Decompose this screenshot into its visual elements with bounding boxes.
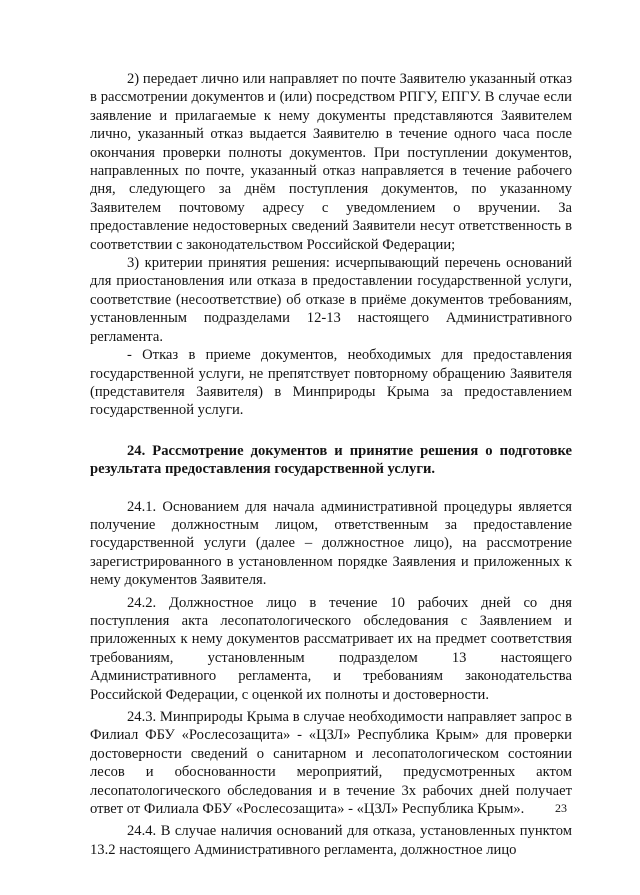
paragraph-24-2: 24.2. Должностное лицо в течение 10 рабочих дней со дня поступления акта лесопатологического обследования с Заявлением и приложенных к нему документов рассматривает их на предмет соответствия требованиям, установленным подразделом 13 настоящего Административного регламента, и требованиям законодательства Российской Федерации, с оценкой их полноты и достоверности. [90, 594, 572, 703]
section-heading: 24. Рассмотрение документов и принятие решения о подготовке результата предоставления государственной услуги. [90, 442, 572, 478]
document-page [90, 70, 572, 859]
paragraph-refusal-note: - Отказ в приеме документов, необходимых для предоставления государственной услуги, не препятствует повторному обращению Заявителя (представителя Заявителя) в Минприроды Крыма за предоставлением государственной услуги. [90, 347, 572, 419]
page-number: 23 [555, 801, 567, 815]
paragraph-24-3: 24.3. Минприроды Крыма в случае необходимости направляет запрос в Филиал ФБУ «Рослесозащита» - «ЦЗЛ» Республика Крым» для проверки достоверности сведений о санитарном и лесопатологическом состоянии лесов и обоснованности мероприятий, предусмотренных актом лесопатологического обследования и в течение 3х рабочих дней получает ответ от Филиала ФБУ «Рослесозащита» - «ЦЗЛ» Республика Крым». [90, 709, 572, 818]
paragraph-24-1: 24.1. Основанием для начала административной процедуры является получение должностным лицом, ответственным за предоставление государственной услуги (далее – должностное лицо), на рассмотрение зарегистрированного в установленном порядке Заявления и приложенных к нему документов Заявителя. [90, 498, 572, 589]
paragraph-decision-criteria: 3) критерии принятия решения: исчерпывающий перечень оснований для приостановления или отказа в предоставлении государственной услуги, соответствие (несоответствие) об отказе в приёме документов требованиям, установленным подразделами 12-13 настоящего Административного регламента. [90, 255, 572, 345]
paragraph-refusal-delivery: 2) передает лично или направляет по почте Заявителю указанный отказ в рассмотрении документов и (или) посредством РПГУ, ЕПГУ. В случае если заявление и прилагаемые к нему документы представляются Заявителем лично, указанный отказ выдается Заявителю в течение одного часа после окончания проверки полноты документов. При поступлении документов, направленных по почте, указанный отказ направляется в течение рабочего дня, следующего за днём поступления документов, по указанному Заявителем почтовому адресу с уведомлением о вручении. За предоставление недостоверных сведений Заявители несут ответственность в соответствии с законодательством Российской Федерации; [90, 71, 572, 253]
paragraph-24-4: 24.4. В случае наличия оснований для отказа, установленных пунктом 13.2 настоящего Административного регламента, должностное лицо [90, 823, 572, 858]
